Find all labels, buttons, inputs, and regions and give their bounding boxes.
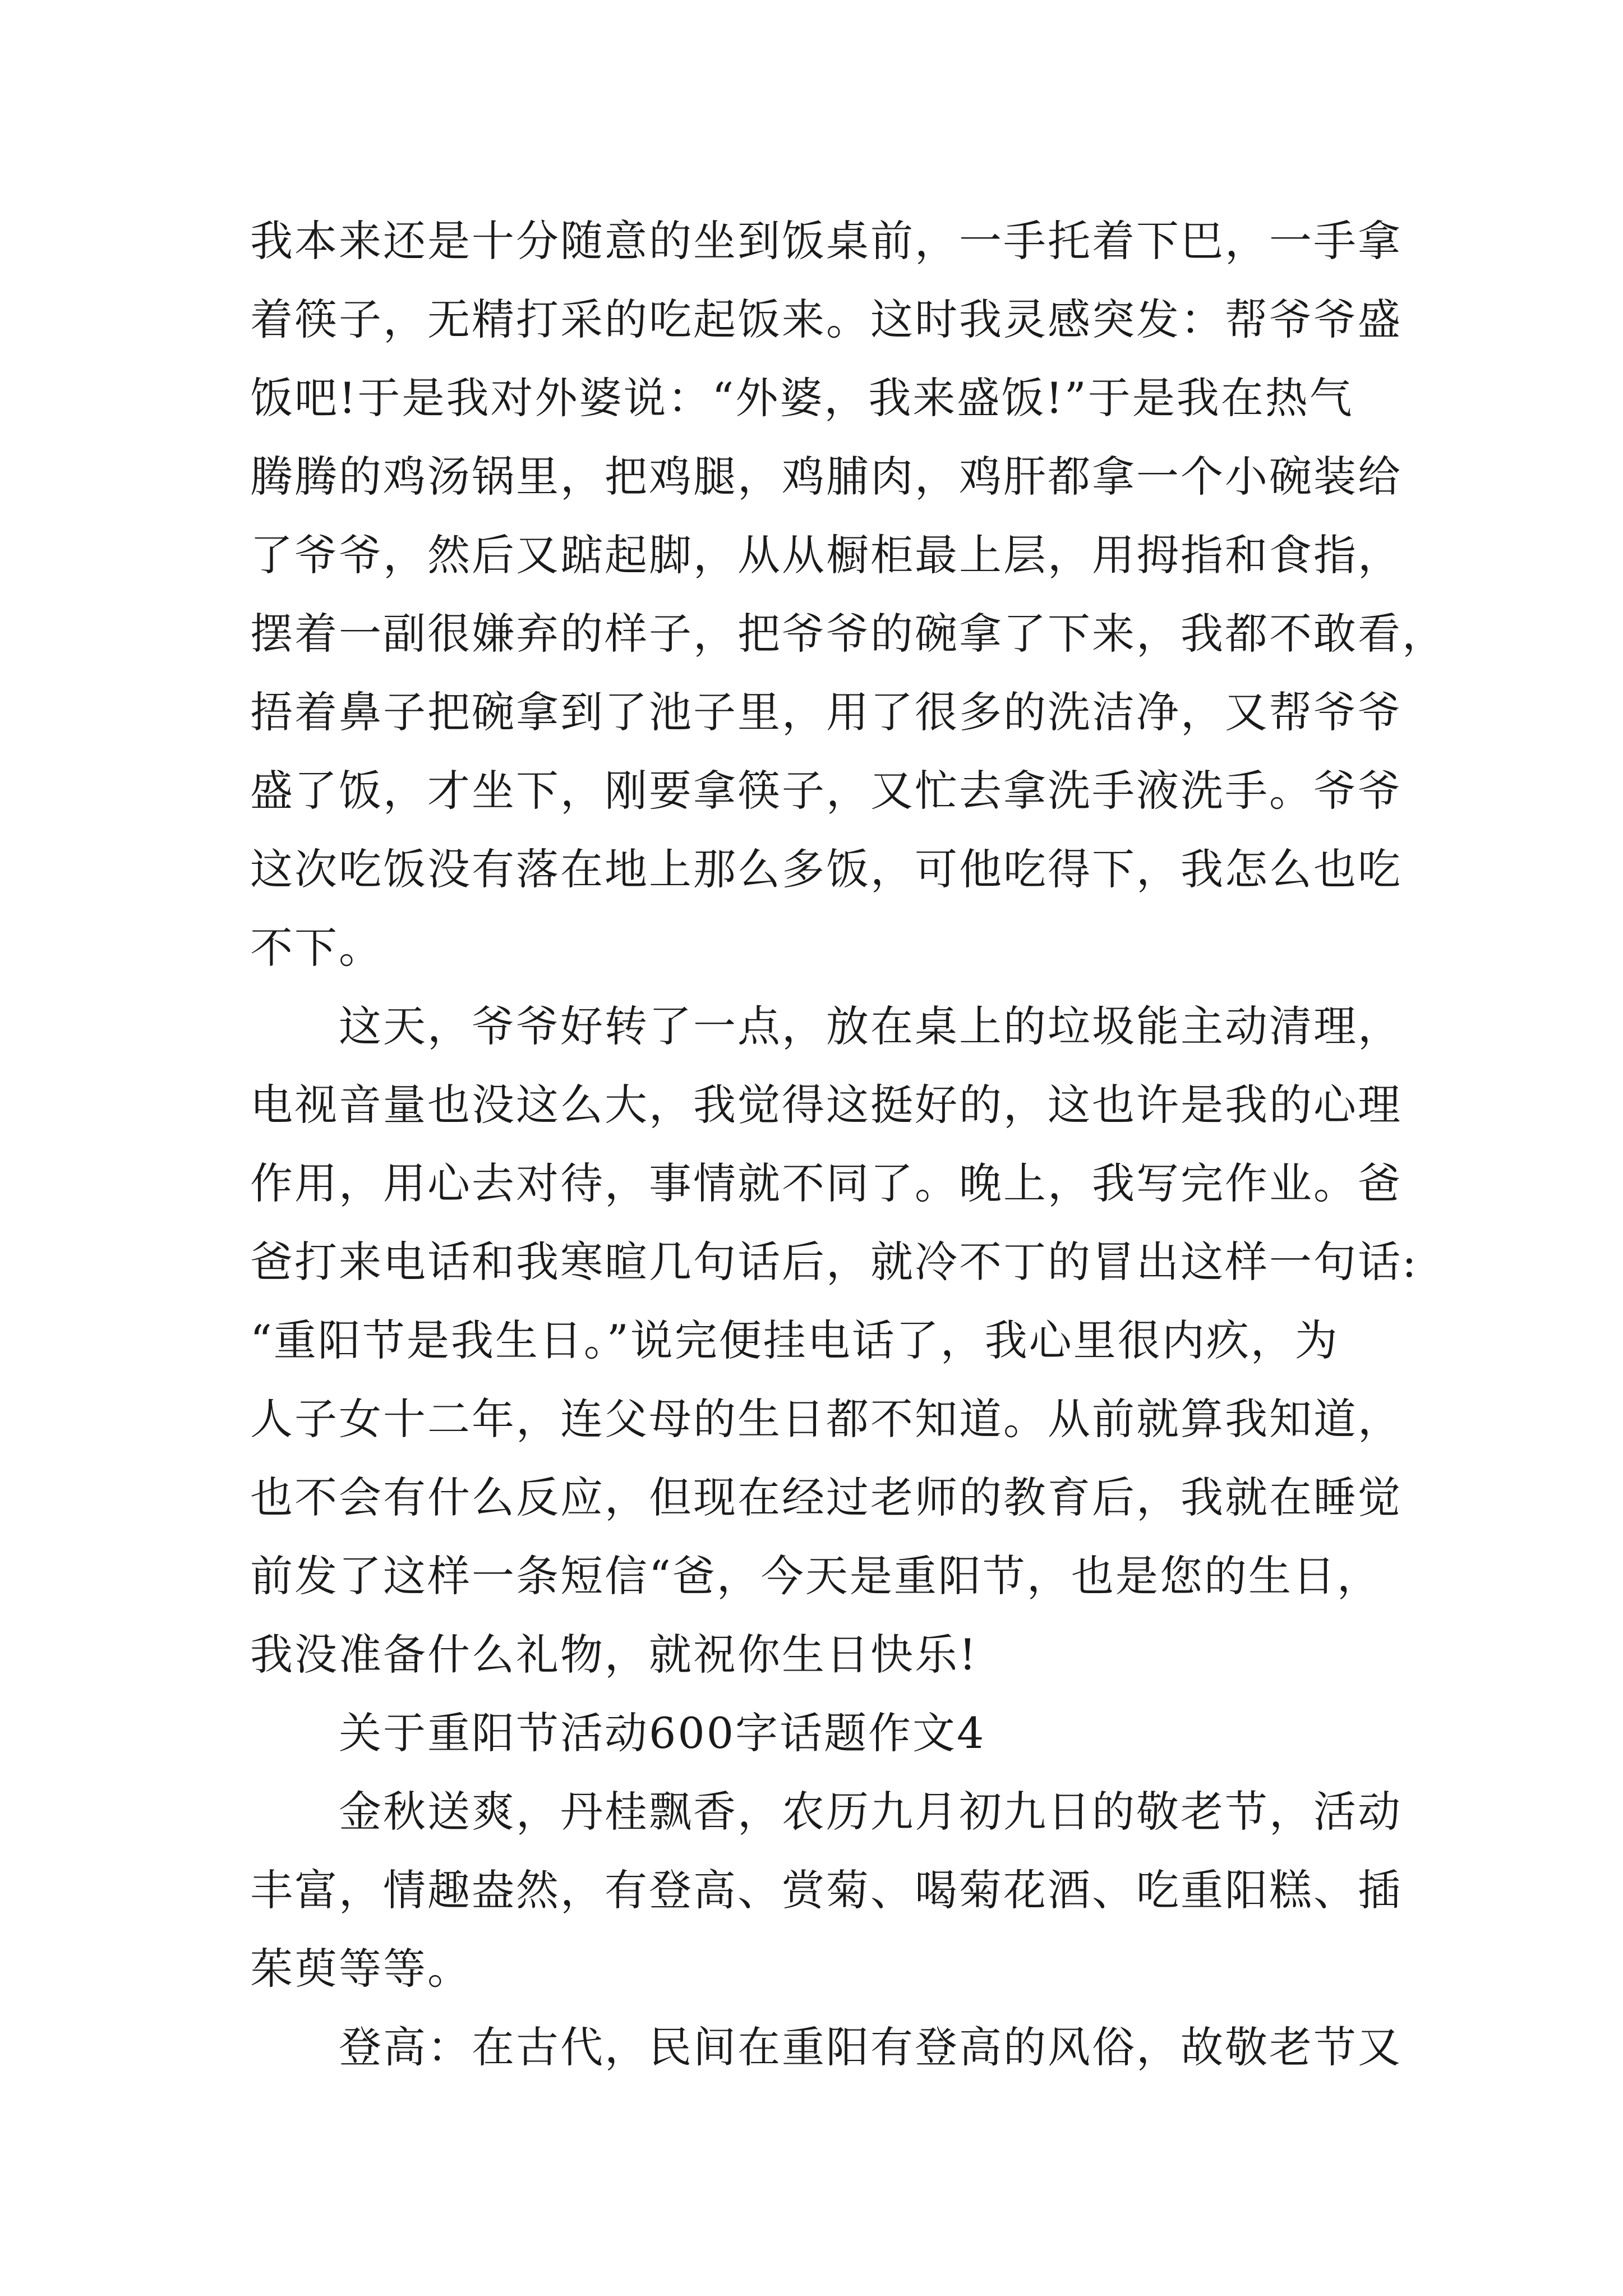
text-line: 丰富，情趣盎然，有登高、赏菊、喝菊花酒、吃重阳糕、插 (250, 1865, 1402, 1915)
text-line: 前发了这样一条短信“爸，今天是重阳节，也是您的生日， (250, 1551, 1381, 1601)
text-line: 我本来还是十分随意的坐到饭桌前，一手托着下巴，一手拿 (250, 216, 1402, 266)
paragraph-start-line: 这天，爷爷好转了一点，放在桌上的垃圾能主动清理， (339, 1001, 1402, 1051)
text-line: 茱萸等等。 (250, 1944, 472, 1994)
text-line: 人子女十二年，连父母的生日都不知道。从前就算我知道， (250, 1394, 1402, 1444)
text-line: 盛了饭，才坐下，刚要拿筷子，又忙去拿洗手液洗手。爷爷 (250, 766, 1402, 816)
text-line: 不下。 (250, 923, 383, 973)
text-line: 摆着一副很嫌弃的样子，把爷爷的碗拿了下来，我都不敢看， (250, 609, 1446, 659)
paragraph-start-line: 金秋送爽，丹桂飘香，农历九月初九日的敬老节，活动 (339, 1787, 1402, 1837)
text-line: “重阳节是我生日。”说完便挂电话了，我心里很内疚，为 (250, 1315, 1339, 1365)
text-line: 捂着鼻子把碗拿到了池子里，用了很多的洗洁净，又帮爷爷 (250, 687, 1402, 737)
text-line: 着筷子，无精打采的吃起饭来。这时我灵感突发：帮爷爷盛 (250, 295, 1402, 344)
text-line: 腾腾的鸡汤锅里，把鸡腿，鸡脯肉，鸡肝都拿一个小碗装给 (250, 452, 1402, 501)
text-line: 饭吧!于是我对外婆说：“外婆，我来盛饭!”于是我在热气 (250, 373, 1354, 423)
text-line: 我没准备什么礼物，就祝你生日快乐! (250, 1630, 978, 1680)
paragraph-start-line: 登高：在古代，民间在重阳有登高的风俗，故敬老节又 (339, 2022, 1402, 2072)
text-line: 电视音量也没这么大，我觉得这挺好的，这也许是我的心理 (250, 1080, 1402, 1130)
section-heading: 关于重阳节活动600字话题作文4 (339, 1708, 986, 1758)
text-line: 也不会有什么反应，但现在经过老师的教育后，我就在睡觉 (250, 1473, 1402, 1522)
text-line: 爸打来电话和我寒暄几句话后，就冷不丁的冒出这样一句话: (250, 1237, 1418, 1287)
text-line: 这次吃饭没有落在地上那么多饭，可他吃得下，我怎么也吃 (250, 844, 1402, 894)
text-line: 了爷爷，然后又踮起脚，从从橱柜最上层，用拇指和食指， (250, 530, 1402, 580)
text-line: 作用，用心去对待，事情就不同了。晚上，我写完作业。爸 (250, 1158, 1402, 1208)
